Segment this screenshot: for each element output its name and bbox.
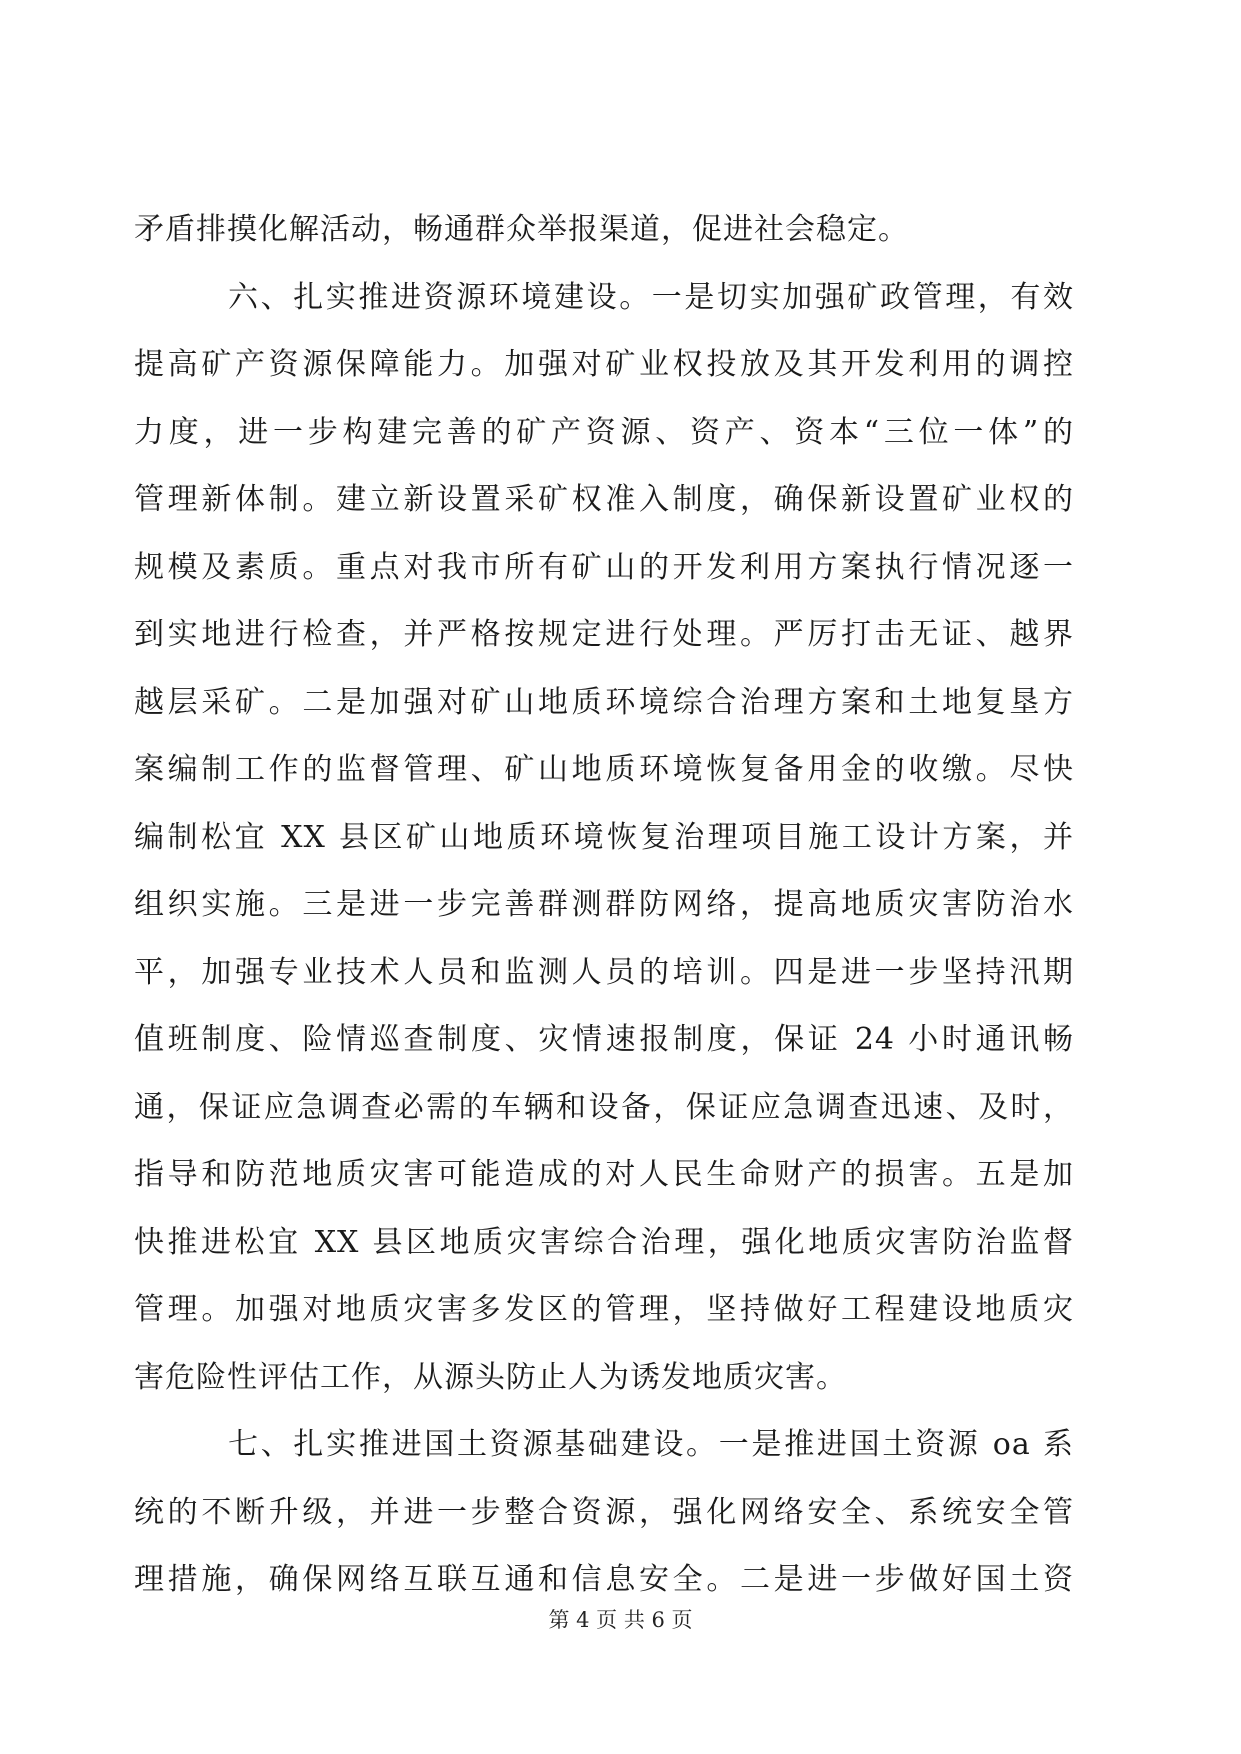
page-number-footer: 第 4 页 共 6 页 bbox=[548, 1608, 693, 1632]
paragraph-line: 通，保证应急调查必需的车辆和设备，保证应急调查迅速、及时， bbox=[134, 1089, 1074, 1125]
paragraph-line: 快推进松宜 XX 县区地质灾害综合治理，强化地质灾害防治监督 bbox=[134, 1224, 1074, 1260]
paragraph-line: 编制松宜 XX 县区矿山地质环境恢复治理项目施工设计方案，并 bbox=[134, 819, 1074, 855]
paragraph-line: 规模及素质。重点对我市所有矿山的开发利用方案执行情况逐一 bbox=[134, 549, 1074, 585]
paragraph-line: 害危险性评估工作，从源头防止人为诱发地质灾害。 bbox=[134, 1359, 847, 1395]
paragraph-line: 越层采矿。二是加强对矿山地质环境综合治理方案和土地复垦方 bbox=[134, 684, 1074, 720]
paragraph-line: 平，加强专业技术人员和监测人员的培训。四是进一步坚持汛期 bbox=[134, 954, 1074, 990]
paragraph-line: 理措施，确保网络互联互通和信息安全。二是进一步做好国土资 bbox=[134, 1562, 1074, 1597]
document-body bbox=[134, 196, 1074, 1614]
paragraph-line: 案编制工作的监督管理、矿山地质环境恢复备用金的收缴。尽快 bbox=[134, 752, 1074, 787]
paragraph-line: 六、扎实推进资源环境建设。一是切实加强矿政管理，有效 bbox=[228, 279, 1074, 315]
paragraph-line: 力度，进一步构建完善的矿产资源、资产、资本“三位一体”的 bbox=[134, 414, 1074, 450]
paragraph-line: 到实地进行检查，并严格按规定进行处理。严厉打击无证、越界 bbox=[134, 617, 1074, 652]
paragraph-line: 提高矿产资源保障能力。加强对矿业权投放及其开发利用的调控 bbox=[134, 347, 1074, 382]
paragraph-line: 指导和防范地质灾害可能造成的对人民生命财产的损害。五是加 bbox=[134, 1157, 1074, 1192]
paragraph-line: 七、扎实推进国土资源基础建设。一是推进国土资源 oa 系 bbox=[228, 1427, 1074, 1462]
paragraph-line: 统的不断升级，并进一步整合资源，强化网络安全、系统安全管 bbox=[134, 1494, 1074, 1530]
paragraph-line: 值班制度、险情巡查制度、灾情速报制度，保证 24 小时通讯畅 bbox=[134, 1022, 1074, 1057]
paragraph-line: 管理新体制。建立新设置采矿权准入制度，确保新设置矿业权的 bbox=[134, 482, 1074, 517]
paragraph-line: 矛盾排摸化解活动，畅通群众举报渠道，促进社会稳定。 bbox=[134, 212, 909, 247]
paragraph-line: 管理。加强对地质灾害多发区的管理，坚持做好工程建设地质灾 bbox=[134, 1292, 1074, 1327]
paragraph-line: 组织实施。三是进一步完善群测群防网络，提高地质灾害防治水 bbox=[134, 887, 1074, 922]
